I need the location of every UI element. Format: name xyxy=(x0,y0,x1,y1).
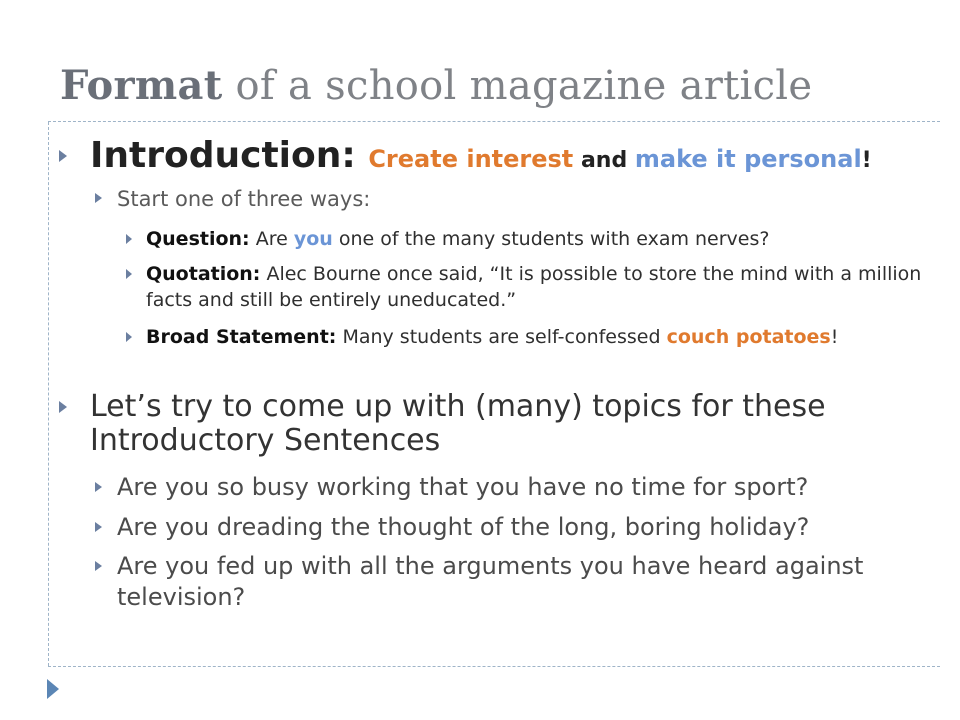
intro-punct: ! xyxy=(861,148,872,173)
bullet-icon xyxy=(59,150,67,162)
lets-try-bullet xyxy=(90,390,850,458)
intro-conj: and xyxy=(580,148,628,173)
broad-accent: couch potatoes xyxy=(666,326,831,348)
start-label: Start one of three ways: xyxy=(117,187,371,211)
start-bullet xyxy=(117,186,937,212)
topic-text: Are you fed up with all the arguments you have heard against television? xyxy=(117,552,864,611)
intro-head: Introduction: xyxy=(90,135,356,176)
bullet-icon xyxy=(95,482,102,492)
broad-label: Broad Statement: xyxy=(146,326,337,348)
intro-bullet xyxy=(90,135,930,178)
question-bullet xyxy=(146,226,926,252)
question-pre: Are xyxy=(255,228,288,250)
broad-text: Many students are self-confessed xyxy=(342,326,661,348)
question-label: Question: xyxy=(146,228,250,250)
slide-title xyxy=(60,62,812,109)
bullet-icon xyxy=(126,332,132,342)
topic-text: Are you dreading the thought of the long, boring holiday? xyxy=(117,513,810,541)
bullet-icon xyxy=(59,401,67,413)
question-post: one of the many students with exam nerves? xyxy=(338,228,770,250)
topic-item xyxy=(117,551,897,613)
corner-triangle-icon xyxy=(47,679,59,699)
broad-punct: ! xyxy=(830,326,839,348)
topic-item xyxy=(117,472,937,503)
title-bold: Format xyxy=(60,62,223,109)
lets-try-text: Let’s try to come up with (many) topics for these Introductory Sentences xyxy=(90,389,826,458)
left-divider xyxy=(48,122,49,666)
quotation-text: Alec Bourne once said, “It is possible to store the mind with a million facts and still be entirely uneducated.” xyxy=(146,263,922,311)
top-divider xyxy=(48,121,940,122)
question-accent: you xyxy=(293,228,333,250)
broad-bullet xyxy=(146,324,926,350)
intro-accent-1: Create interest xyxy=(368,145,574,173)
bullet-icon xyxy=(95,522,102,532)
bottom-divider xyxy=(48,666,940,667)
bullet-icon xyxy=(95,193,102,203)
bullet-icon xyxy=(95,561,102,571)
quotation-label: Quotation: xyxy=(146,263,261,285)
title-rest: of a school magazine article xyxy=(222,63,813,109)
intro-conj-wrap xyxy=(573,148,635,173)
bullet-icon xyxy=(126,234,132,244)
quotation-bullet xyxy=(146,261,926,313)
topic-item xyxy=(117,512,937,543)
bullet-icon xyxy=(126,269,132,279)
intro-accent-2: make it personal xyxy=(634,145,862,173)
topic-text: Are you so busy working that you have no time for sport? xyxy=(117,473,809,501)
